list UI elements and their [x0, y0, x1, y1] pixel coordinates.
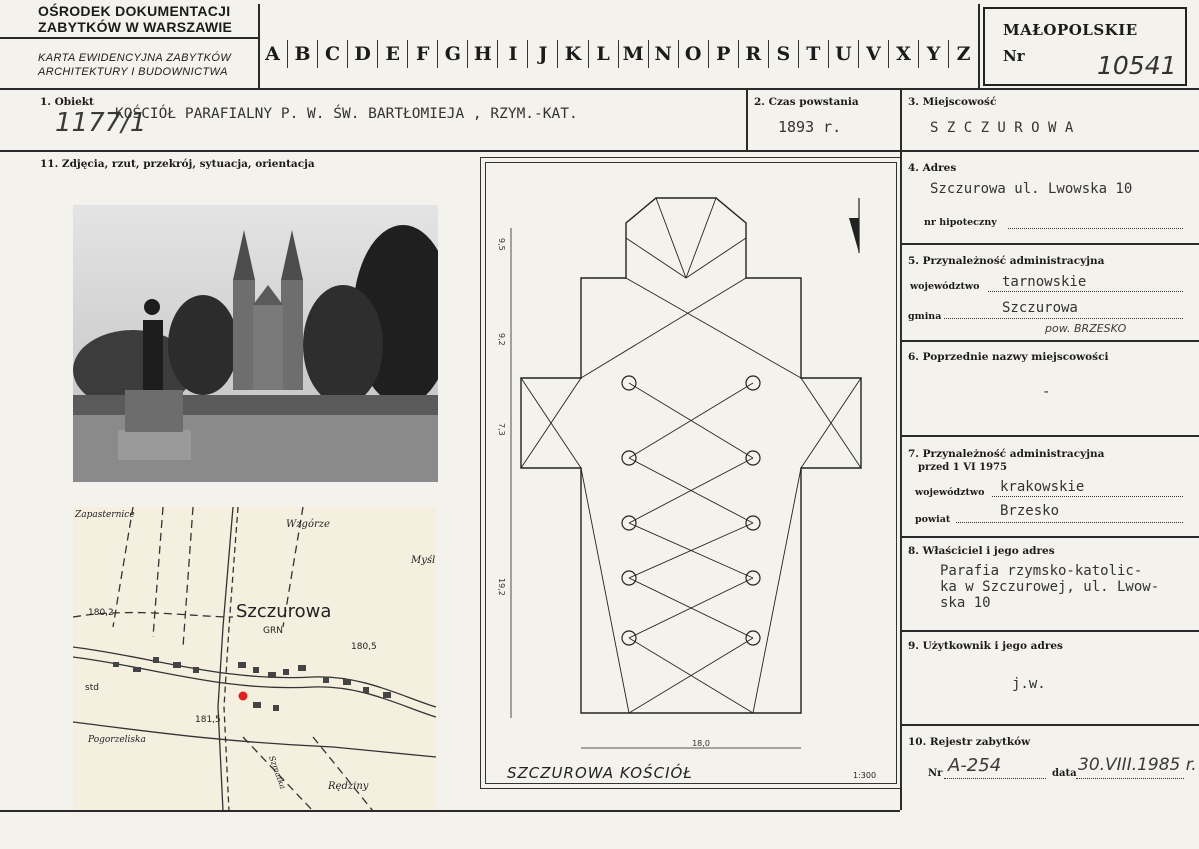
map-label: Szmatka [267, 754, 288, 791]
uzytkownik-value: j.w. [1012, 676, 1046, 692]
index-letter: R [739, 40, 769, 68]
obiekt-handnote: 1177/1 [55, 108, 147, 138]
voivodeship-box [983, 7, 1187, 86]
gmina-value: Szczurowa [1002, 300, 1078, 316]
map-label: 181,5 [195, 715, 221, 725]
map-label: Myśl [411, 555, 436, 566]
poprzednie-label: 6. Poprzednie nazwy miejscowości [908, 351, 1109, 363]
gmina-handnote: pow. BRZESKO [1045, 322, 1127, 335]
adres-label: 4. Adres [908, 162, 957, 174]
index-letter: T [799, 40, 829, 68]
index-letter: F [408, 40, 438, 68]
rejestr-label: 10. Rejestr zabytków [908, 736, 1031, 748]
index-letter: U [829, 40, 859, 68]
voivodeship-name: MAŁOPOLSKIE [1003, 21, 1138, 39]
map-label: GRN [263, 626, 283, 636]
powiat-value: Brzesko [1000, 503, 1060, 519]
index-letter: O [679, 40, 709, 68]
index-letter: K [558, 40, 588, 68]
map-label: Pogorzeliska [88, 735, 146, 745]
index-letter: M [619, 40, 649, 68]
czas-label: 2. Czas powstania [754, 96, 859, 108]
location-map [73, 507, 436, 811]
index-letter: S [769, 40, 799, 68]
miejscowosc-label: 3. Miejscowość [908, 96, 997, 108]
wojewodztwo-przed-label: województwo [915, 487, 985, 498]
zdjecia-label: 11. Zdjęcia, rzut, przekrój, sytuacja, orientacja [40, 158, 315, 170]
miejscowosc-value: S Z C Z U R O W A [930, 120, 1074, 136]
rejestr-nr-label: Nr [928, 768, 943, 779]
rejestr-nr-value: A-254 [948, 755, 1002, 776]
map-label: Rędziny [328, 781, 369, 792]
czas-value: 1893 r. [778, 118, 842, 136]
map-town-label: Szczurowa [236, 601, 332, 622]
church-photo [73, 205, 438, 482]
map-label: 180,2 [88, 608, 114, 618]
wlasciciel-label: 8. Właściciel i jego adres [908, 545, 1055, 557]
plan-dim-side: 9,5 [497, 238, 506, 251]
przynaleznosc-label: 5. Przynależność administracyjna [908, 255, 1105, 267]
wlasciciel-value: Parafia rzymsko-katolic- ka w Szczurowej, ul. Lwow- ska 10 [940, 563, 1160, 611]
adres-value: Szczurowa ul. Lwowska 10 [930, 181, 1133, 197]
rejestr-data-value: 30.VIII.1985 r. [1078, 755, 1197, 775]
index-letter: J [528, 40, 558, 68]
uzytkownik-label: 9. Użytkownik i jego adres [908, 640, 1063, 652]
index-letter: E [378, 40, 408, 68]
plan-scale: 1:300 [853, 771, 877, 780]
przynaleznosc-przed-label: 7. Przynależność administracyjna [908, 448, 1105, 460]
hipoteczny-label: nr hipoteczny [924, 217, 997, 228]
obiekt-label: 1. Obiekt [40, 96, 94, 108]
index-letter: I [498, 40, 528, 68]
index-letter: H [468, 40, 498, 68]
plan-dim-side: 9,2 [497, 333, 506, 346]
floor-plan [480, 157, 902, 789]
nr-value: 10541 [1097, 51, 1177, 80]
plan-caption: SZCZUROWA KOŚCIÓŁ [507, 764, 693, 782]
map-label: 180,5 [351, 642, 377, 652]
institution-name: OŚRODEK DOKUMENTACJI ZABYTKÓW W WARSZAWIE [38, 3, 233, 35]
wojewodztwo-value: tarnowskie [1002, 274, 1087, 290]
index-letter: X [889, 40, 919, 68]
powiat-label: powiat [915, 514, 951, 525]
index-letter: A [258, 40, 288, 68]
index-letter: V [859, 40, 889, 68]
index-letter: B [288, 40, 318, 68]
map-label: Wzgórze [286, 519, 330, 530]
index-letter: Y [919, 40, 949, 68]
index-letter: Z [956, 43, 971, 65]
index-letter: L [589, 40, 619, 68]
wojewodztwo-przed-value: krakowskie [1000, 479, 1085, 495]
index-letters [258, 40, 978, 68]
rejestr-data-label: data [1052, 768, 1077, 779]
index-letter: P [709, 40, 739, 68]
map-label: Zapasternice [75, 510, 135, 520]
gmina-label: gmina [908, 311, 942, 322]
wojewodztwo-label: województwo [910, 281, 980, 292]
index-letter: D [348, 40, 378, 68]
index-letter: N [649, 40, 679, 68]
index-letter: G [438, 40, 468, 68]
przed-date: przed 1 VI 1975 [918, 462, 1007, 473]
obiekt-value: KOŚCIÓŁ PARAFIALNY P. W. ŚW. BARTŁOMIEJA , RZYM.-KAT. [115, 106, 578, 122]
card-type: KARTA EWIDENCYJNA ZABYTKÓW ARCHITEKTURY I BUDOWNICTWA [38, 52, 232, 78]
map-label: std [85, 683, 99, 693]
index-letter: C [318, 40, 348, 68]
poprzednie-value: - [1042, 384, 1051, 400]
plan-dim-width: 18,0 [692, 739, 710, 748]
plan-dim-side: 7,3 [497, 423, 506, 436]
nr-label: Nr [1003, 47, 1025, 65]
plan-dim-side: 19,2 [497, 578, 506, 596]
